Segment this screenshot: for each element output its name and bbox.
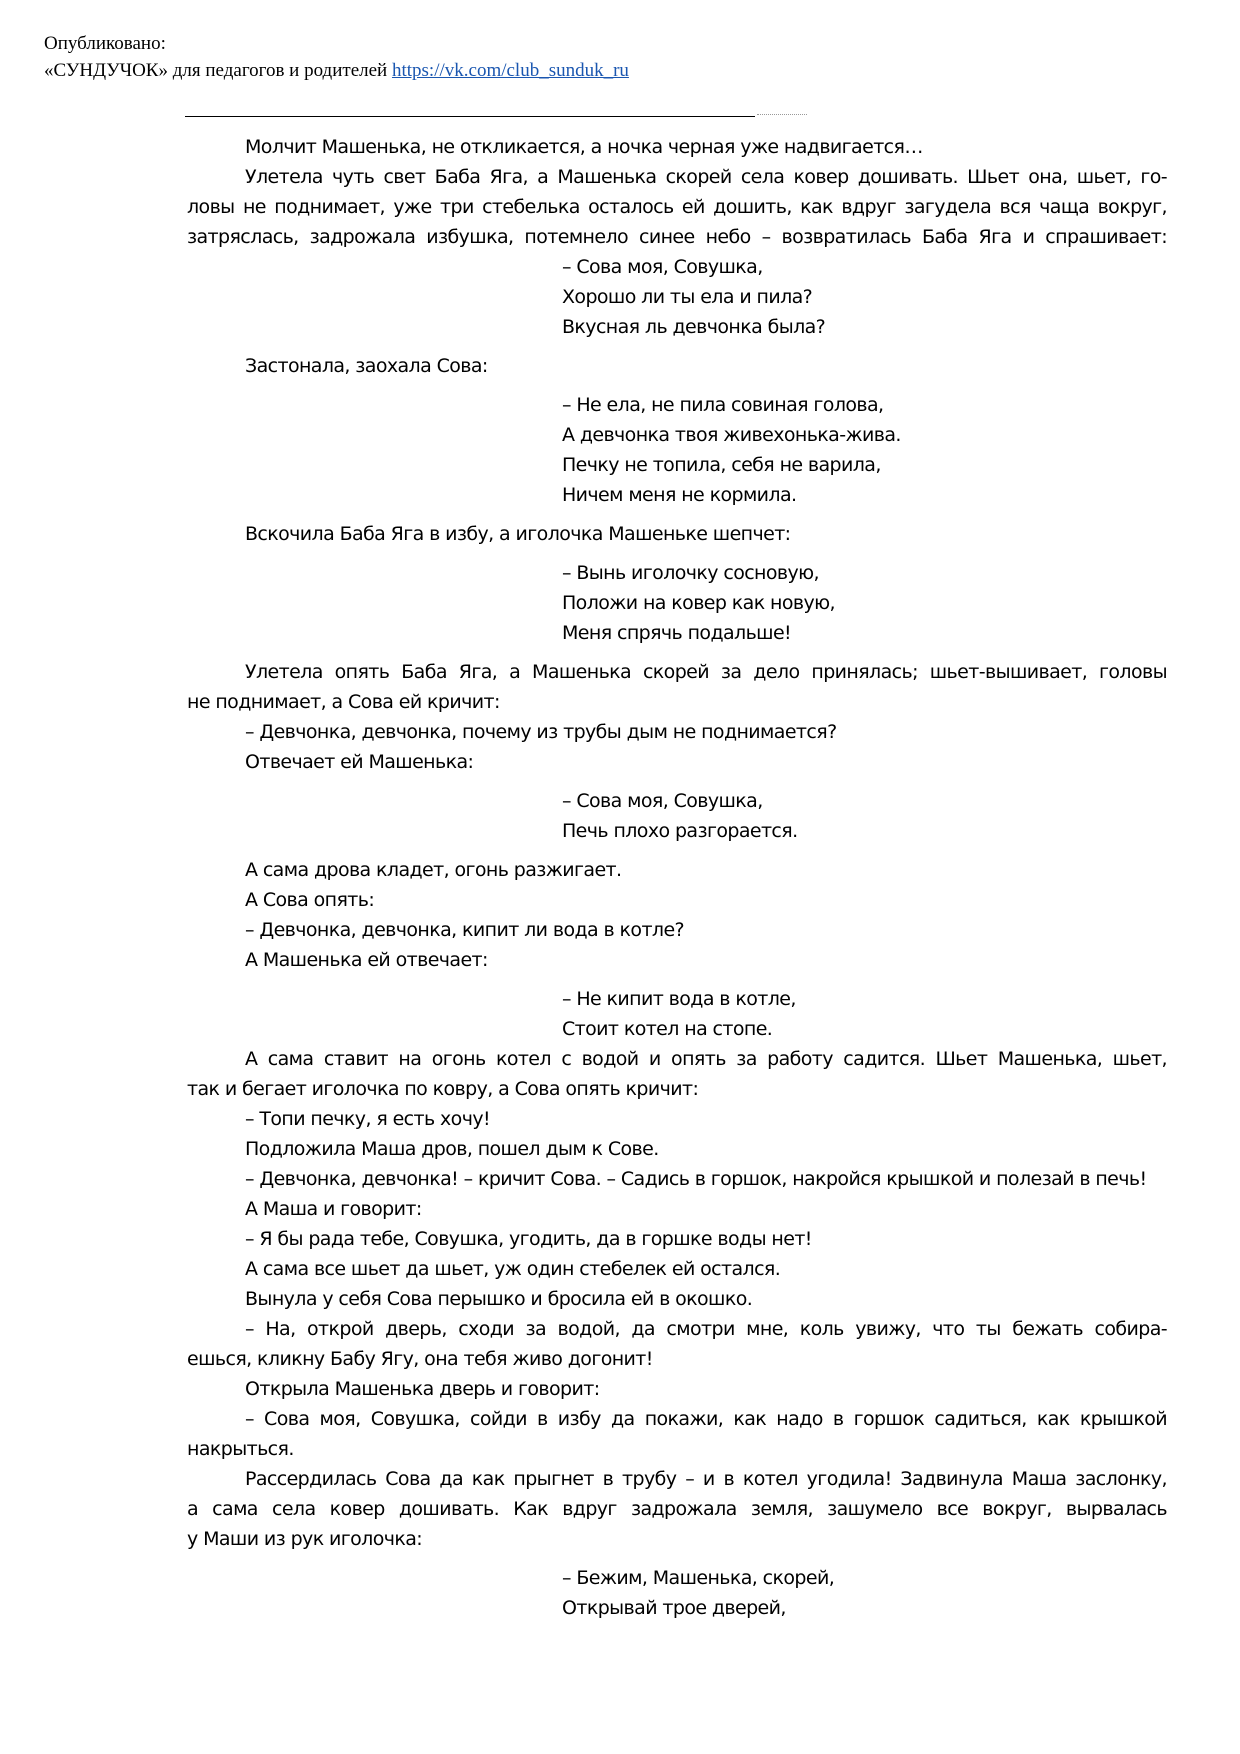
verse-line: Хорошо ли ты ела и пила? (562, 286, 813, 308)
paragraph-gap (187, 342, 1167, 351)
paragraph-line: Вскочила Баба Яга в избу, а иголочка Машеньке шепчет: (245, 523, 791, 545)
paragraph-line: Вынула у себя Сова перышко и бросила ей в окошко. (245, 1288, 753, 1310)
paragraph-line: А сама дрова кладет, огонь разжигает. (245, 859, 622, 881)
story-text (187, 132, 1167, 1623)
paragraph-line: А сама все шьет да шьет, уж один стебелек ей остался. (245, 1258, 781, 1280)
paragraph-line: – Я бы рада тебе, Совушка, угодить, да в горшке воды нет! (245, 1228, 812, 1250)
verse-line: Положи на ковер как новую, (562, 592, 835, 614)
verse-line: Стоит котел на стопе. (562, 1018, 773, 1040)
paragraph-line: – Девчонка, девчонка! – кричит Сова. – Садись в горшок, накройся крышкой и полезай в печь! (245, 1168, 1147, 1190)
paragraph-line: Улетела опять Баба Яга, а Машенька скорей за дело принялась; шьет-вышивает, головы (245, 661, 1167, 683)
paragraph-line: Молчит Машенька, не откликается, а ночка черная уже надвигается… (245, 136, 923, 158)
paragraph-line: А Машенька ей отвечает: (245, 949, 488, 971)
verse-line: – Вынь иголочку сосновую, (562, 562, 819, 584)
paragraph-line: – Сова моя, Совушка, сойди в избу да покажи, как надо в горшок садиться, как крышкой (245, 1408, 1167, 1430)
source-text: «СУНДУЧОК» для педагогов и родителей (44, 60, 388, 81)
paragraph-gap (187, 846, 1167, 855)
header-divider (185, 116, 755, 117)
text-line: так и бегает иголочка по ковру, а Сова опять кричит: (187, 1078, 699, 1100)
paragraph-line: А Маша и говорит: (245, 1198, 422, 1220)
paragraph-gap (187, 975, 1167, 984)
paragraph-gap (187, 549, 1167, 558)
paragraph-gap (187, 777, 1167, 786)
text-line: не поднимает, а Сова ей кричит: (187, 691, 500, 713)
verse-line: А девчонка твоя живехонька-жива. (562, 424, 901, 446)
text-line: у Маши из рук иголочка: (187, 1528, 423, 1550)
verse-line: Печь плохо разгорается. (562, 820, 798, 842)
paragraph-line: – Девчонка, девчонка, почему из трубы дым не поднимается? (245, 721, 837, 743)
paragraph-line: Открыла Машенька дверь и говорит: (245, 1378, 600, 1400)
text-line: накрыться. (187, 1438, 294, 1460)
source-link[interactable]: https://vk.com/club_sunduk_ru (391, 60, 629, 81)
text-line: ловы не поднимает, уже три стебелька осталось ей дошить, как вдруг загудела вся чаща вокруг, (187, 196, 1167, 218)
paragraph-line: А Сова опять: (245, 889, 375, 911)
paragraph-line: – Топи печку, я есть хочу! (245, 1108, 490, 1130)
paragraph-line: Подложила Маша дров, пошел дым к Сове. (245, 1138, 659, 1160)
paragraph-line: Улетела чуть свет Баба Яга, а Машенька скорей села ковер дошивать. Шьет она, шьет, го- (245, 166, 1167, 188)
source-line (44, 57, 629, 84)
published-label: Опубликовано: (44, 33, 166, 54)
text-line: ешься, кликну Бабу Ягу, она тебя живо догонит! (187, 1348, 653, 1370)
header-divider-dots (757, 114, 807, 115)
verse-line: Печку не топила, себя не варила, (562, 454, 881, 476)
verse-line: – Не ела, не пила совиная голова, (562, 394, 884, 416)
paragraph-line: – Девчонка, девчонка, кипит ли вода в котле? (245, 919, 685, 941)
paragraph-line: Отвечает ей Машенька: (245, 751, 474, 773)
paragraph-line: А сама ставит на огонь котел с водой и опять за работу садится. Шьет Машенька, шьет, (245, 1048, 1167, 1070)
paragraph-line: Рассердилась Сова да как прыгнет в трубу – и в котел угодила! Задвинула Маша заслонку, (245, 1468, 1167, 1490)
verse-line: Открывай трое дверей, (562, 1597, 786, 1619)
paragraph-line: – На, открой дверь, сходи за водой, да смотри мне, коль увижу, что ты бежать собира- (245, 1318, 1167, 1340)
verse-line: – Не кипит вода в котле, (562, 988, 796, 1010)
verse-line: Ничем меня не кормила. (562, 484, 797, 506)
paragraph-gap (187, 648, 1167, 657)
verse-line: – Бежим, Машенька, скорей, (562, 1567, 835, 1589)
paragraph-gap (187, 1554, 1167, 1563)
text-line: а сама села ковер дошивать. Как вдруг задрожала земля, зашумело все вокруг, вырвалась (187, 1498, 1167, 1520)
verse-line: – Сова моя, Совушка, (562, 790, 763, 812)
publication-header (44, 30, 629, 84)
paragraph-line: Застонала, заохала Сова: (245, 355, 488, 377)
text-line: затряслась, задрожала избушка, потемнело синее небо – возвратилась Баба Яга и спрашивает: (187, 226, 1167, 248)
verse-line: Меня спрячь подальше! (562, 622, 792, 644)
paragraph-gap (187, 381, 1167, 390)
verse-line: – Сова моя, Совушка, (562, 256, 763, 278)
verse-line: Вкусная ль девчонка была? (562, 316, 826, 338)
paragraph-gap (187, 510, 1167, 519)
